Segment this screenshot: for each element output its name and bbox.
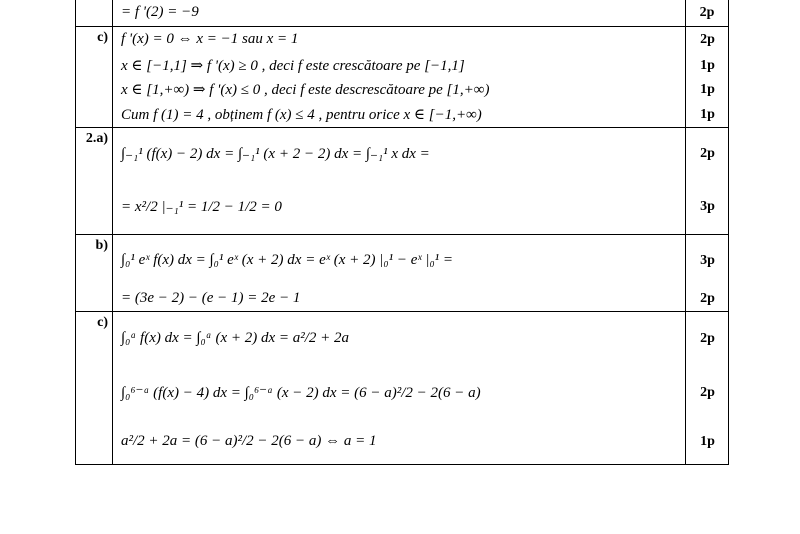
- work-cell: [113, 234, 686, 311]
- solution-line: ∫₋₁¹ (f(x) − 2) dx = ∫₋₁¹ (x + 2 − 2) dx = ∫₋₁¹ x dx =: [121, 146, 430, 162]
- table-row: [76, 234, 729, 311]
- points-value: 3p: [700, 252, 715, 268]
- grading-table: [75, 0, 729, 465]
- solution-line: ∫₀ᵃ f(x) dx = ∫₀ᵃ (x + 2) dx = a²/2 + 2a: [121, 330, 350, 346]
- table-row: [76, 311, 729, 464]
- points-value: 1p: [700, 433, 715, 449]
- solution-line: f '(x) = 0 ⇔ x = −1 sau x = 1: [121, 31, 299, 47]
- solution-line: = (3e − 2) − (e − 1) = 2e − 1: [121, 290, 301, 306]
- points-value: 2p: [700, 290, 715, 306]
- solution-line: x ∈ [−1,1] ⇒ f '(x) ≥ 0 , deci f este crescătoare pe [−1,1]: [121, 57, 465, 74]
- points-cell: [686, 127, 729, 234]
- solution-line: ∫₀¹ eˣ f(x) dx = ∫₀¹ eˣ (x + 2) dx = eˣ (x + 2) |₀¹ − eˣ |₀¹ =: [121, 252, 454, 268]
- table-row: [76, 0, 729, 26]
- points-value: 2p: [686, 0, 729, 26]
- solution-line: a²/2 + 2a = (6 − a)²/2 − 2(6 − a) ⇔ a = 1: [121, 433, 377, 449]
- solution-line: = x²/2 |₋₁¹ = 1/2 − 1/2 = 0: [121, 199, 282, 215]
- solution-line: = f '(2) = −9: [121, 4, 199, 21]
- work-cell: [113, 26, 686, 127]
- points-value: 3p: [700, 198, 715, 214]
- points-value: 2p: [700, 384, 715, 400]
- item-label: c): [76, 311, 113, 464]
- item-label: c): [76, 26, 113, 127]
- points-cell: [686, 311, 729, 464]
- item-label: [76, 0, 113, 26]
- work-cell: [113, 0, 686, 26]
- points-cell: [686, 234, 729, 311]
- solution-line: ∫₀⁶⁻ᵃ (f(x) − 4) dx = ∫₀⁶⁻ᵃ (x − 2) dx = (6 − a)²/2 − 2(6 − a): [121, 385, 481, 401]
- points-cell: [686, 26, 729, 127]
- points-value: 1p: [700, 57, 715, 73]
- points-value: 2p: [700, 31, 715, 47]
- points-value: 2p: [700, 145, 715, 161]
- points-value: 2p: [700, 330, 715, 346]
- table-row: [76, 26, 729, 127]
- solution-line: Cum f (1) = 4 , obținem f (x) ≤ 4 , pentru orice x ∈ [−1,+∞): [121, 106, 482, 123]
- points-value: 1p: [700, 106, 715, 122]
- item-label: 2.a): [76, 127, 113, 234]
- item-label: b): [76, 234, 113, 311]
- work-cell: [113, 127, 686, 234]
- solution-line: x ∈ [1,+∞) ⇒ f '(x) ≤ 0 , deci f este descrescătoare pe [1,+∞): [121, 82, 490, 98]
- table-row: [76, 127, 729, 234]
- work-cell: [113, 311, 686, 464]
- points-value: 1p: [700, 81, 715, 97]
